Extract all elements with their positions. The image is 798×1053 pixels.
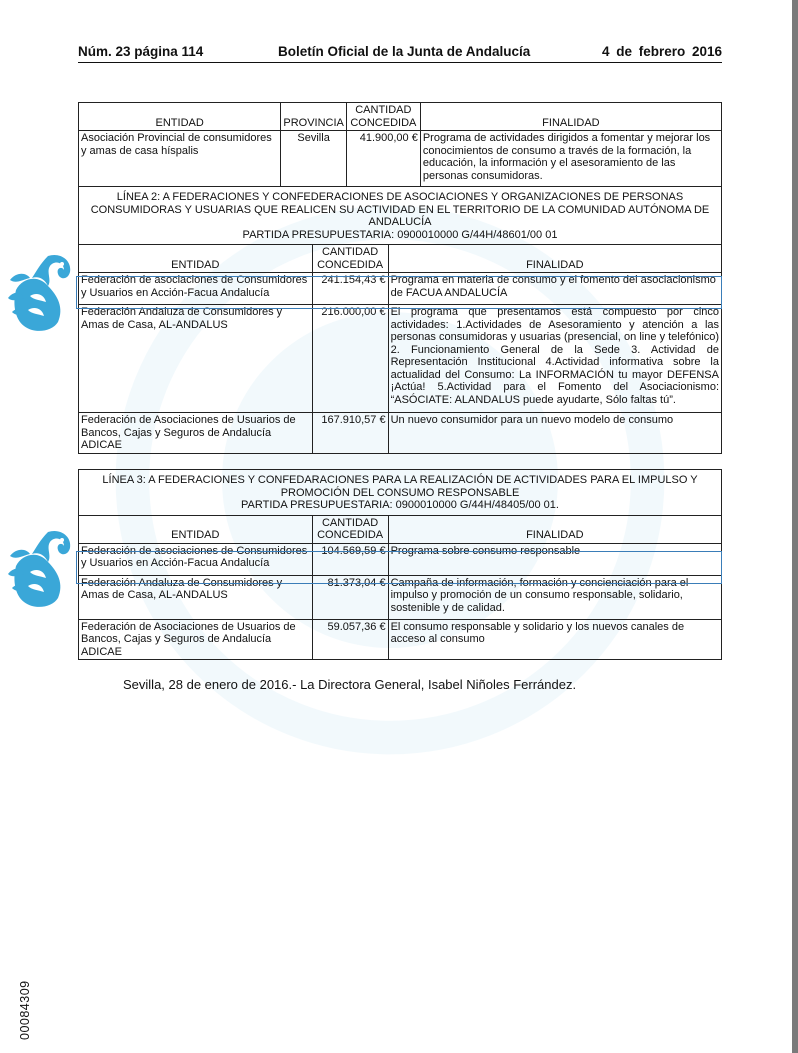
cell-cantidad: 59.057,36 € — [312, 619, 388, 660]
linea3-section-heading — [79, 470, 722, 516]
col-header-entidad: ENTIDAD — [79, 515, 313, 543]
cell-entidad: Asociación Provincial de consumidores y amas de casa híspalis — [79, 131, 281, 187]
grants-table-line1 — [78, 102, 722, 245]
table-row — [79, 131, 722, 187]
cell-entidad: Federación Andaluza de Consumidores y Amas de Casa, AL-ANDALUS — [79, 575, 313, 619]
cell-cantidad: 81.373,04 € — [312, 575, 388, 619]
document-code: 00084309 — [18, 980, 32, 1040]
bulletin-title: Boletín Oficial de la Junta de Andalucía — [278, 44, 531, 59]
griffin-seal-icon — [8, 250, 76, 334]
col-header-finalidad: FINALIDAD — [420, 103, 721, 131]
cell-entidad: Federación de Asociaciones de Usuarios de Bancos, Cajas y Seguros de Andalucía ADICAE — [79, 413, 313, 454]
col-header-cantidad: CANTIDAD CONCEDIDA — [312, 515, 388, 543]
highlighted-row-frame — [76, 276, 722, 309]
col-header-cantidad: CANTIDAD CONCEDIDA — [312, 245, 388, 273]
col-header-entidad: ENTIDAD — [79, 103, 281, 131]
griffin-seal-icon — [8, 526, 76, 610]
cell-finalidad: Programa de actividades dirigidos a fomentar y mejorar los conocimientos de consumo a través de la formación, la educación, la información y el asesoramiento de las personas consumidoras. — [420, 131, 721, 187]
cell-finalidad: Un nuevo consumidor para un nuevo modelo de consumo — [388, 413, 721, 454]
col-header-provincia: PROVINCIA — [281, 103, 347, 131]
linea2-title: LÍNEA 2: A FEDERACIONES Y CONFEDERACIONES DE ASOCIACIONES Y ORGANIZACIONES DE PERSONAS CONSUMIDORAS Y USUARIAS QUE REALICEN SU ACTIVIDAD EN EL TERRITORIO DE LA COMUNIDAD AUTÓNOMA DE ANDALUCÍA — [90, 191, 710, 228]
linea2-partida: PARTIDA PRESUPUESTARIA: 0900010000 G/44H/48601/00 01 — [242, 228, 558, 241]
cell-finalidad: El programa que presentamos está compuesto por cinco actividades: 1.Actividades de Asesoramiento y atención a las personas consumidoras y usuarias (presencial, on line y telefónico) 2. Funcionamiento General de la Sede 3. Actividad de Representación Institucional 4.Actividad informativa sobre la actualidad del Consumo: La INFORMACIÓN tu mayor DEFENSA ¡Actúa! 5.Actividad para el Fomento del Asociacionismo: “ASÓCIATE: ALANDALUS puede ayudarte, Sólo faltas tú”. — [388, 305, 721, 413]
col-header-entidad: ENTIDAD — [79, 245, 313, 273]
cell-entidad: Federación de asociaciones de Consumidores y Usuarios en Acción-Facua Andalucía — [79, 273, 313, 305]
col-header-cantidad: CANTIDAD CONCEDIDA — [346, 103, 420, 131]
cell-cantidad: 241.154,43 € — [312, 273, 388, 305]
cell-cantidad: 216.000,00 € — [312, 305, 388, 413]
cell-entidad: Federación de Asociaciones de Usuarios de Bancos, Cajas y Seguros de Andalucía ADICAE — [79, 619, 313, 660]
col-header-finalidad: FINALIDAD — [388, 245, 721, 273]
cell-cantidad: 41.900,00 € — [346, 131, 420, 187]
cell-entidad: Federación de asociaciones de Consumidores y Usuarios en Acción-Facua Andalucía — [79, 543, 313, 575]
linea2-section-heading — [79, 187, 722, 245]
cell-finalidad: Campaña de información, formación y concienciación para el impulso y promoción de un consumo responsable, solidario, sostenible y de calidad. — [388, 575, 721, 619]
table-row — [79, 305, 722, 413]
bulletin-date: 4 de febrero 2016 — [601, 44, 722, 59]
issue-page-number: Núm. 23 página 114 — [78, 44, 204, 59]
cell-cantidad: 104.569,59 € — [312, 543, 388, 575]
linea3-title: LÍNEA 3: A FEDERACIONES Y CONFEDARACIONES PARA LA REALIZACIÓN DE ACTIVIDADES PARA EL IMPULSO Y PROMOCIÓN DEL CONSUMO RESPONSABLE — [102, 474, 698, 499]
table-row — [79, 619, 722, 660]
highlighted-row-frame — [76, 551, 722, 584]
cell-entidad: Federación Andaluza de Consumidores y Amas de Casa, AL-ANDALUS — [79, 305, 313, 413]
cell-provincia: Sevilla — [281, 131, 347, 187]
bulletin-header — [78, 44, 722, 63]
linea3-partida: PARTIDA PRESUPUESTARIA: 0900010000 G/44H/48405/00 01. — [241, 499, 559, 511]
col-header-finalidad: FINALIDAD — [388, 515, 721, 543]
cell-finalidad: Programa en materia de consumo y el fomento del asociacionismo de FACUA ANDALUCÍA — [388, 273, 721, 305]
cell-finalidad: Programa sobre consumo responsable — [388, 543, 721, 575]
cell-finalidad: El consumo responsable y solidario y los nuevos canales de acceso al consumo — [388, 619, 721, 660]
table-row — [79, 413, 722, 454]
signature-line: Sevilla, 28 de enero de 2016.- La Directora General, Isabel Niñoles Ferrández. — [123, 677, 577, 692]
cell-cantidad: 167.910,57 € — [312, 413, 388, 454]
